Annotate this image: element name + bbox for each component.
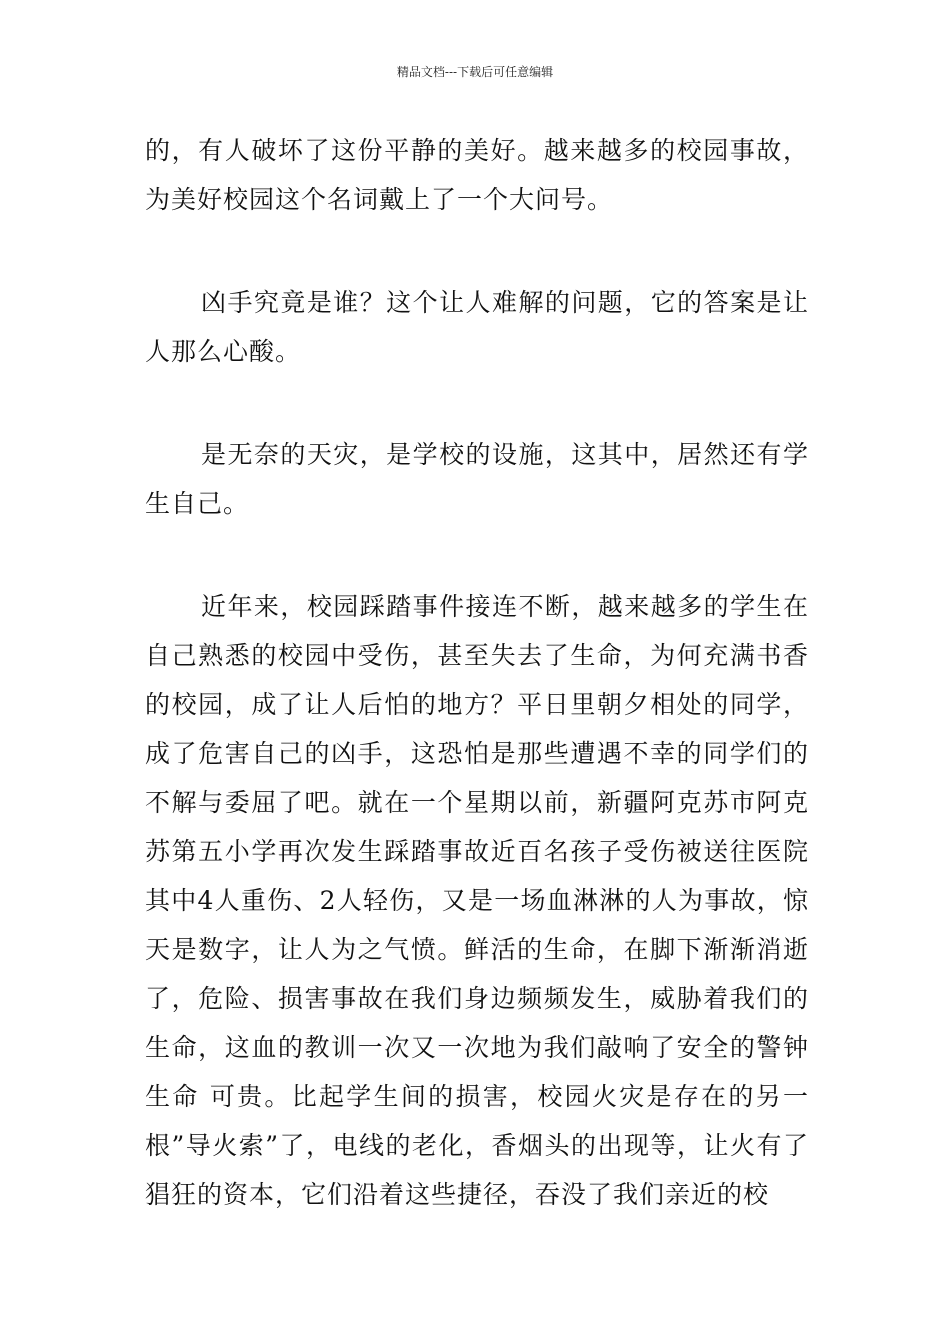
- paragraph-2: 凶手究竟是谁？这个让人难解的问题，它的答案是让人那么心酸。: [145, 288, 809, 366]
- paragraph-1: 的，有人破坏了这份平静的美好。越来越多的校园事故，为美好校园这个名词戴上了一个大问号。: [145, 136, 809, 214]
- paragraph-4: 近年来，校园踩踏事件接连不断，越来越多的学生在自己熟悉的校园中受伤，甚至失去了生命，为何充满书香的校园，成了让人后怕的地方？平日里朝夕相处的同学，成了危害自己的凶手，这恐怕是那些遭遇不幸的同学们的不解与委屈了吧。就在一个星期以前，新疆阿克苏市阿克苏第五小学再次发生踩踏事故近百名孩子受伤被送往医院其中4人重伤、2人轻伤，又是一场血淋淋的人为事故，惊天是数字，让人为之气愤。鲜活的生命，在脚下渐渐消逝了，危险、损害事故在我们身边频频发生，威胁着我们的生命，这血的教训一次又一次地为我们敲响了安全的警钟生命 可贵。比起学生间的损害，校园火灾是存在的另一根”导火索”了，电线的老化，香烟头的出现等，让火有了猖狂的资本，它们沿着这些捷径，吞没了我们亲近的校: [145, 592, 809, 1209]
- page-header: 精品文档---下载后可任意编辑: [396, 65, 554, 79]
- document-body: [145, 126, 809, 1219]
- paragraph-3: 是无奈的天灾，是学校的设施，这其中，居然还有学生自己。: [145, 440, 809, 518]
